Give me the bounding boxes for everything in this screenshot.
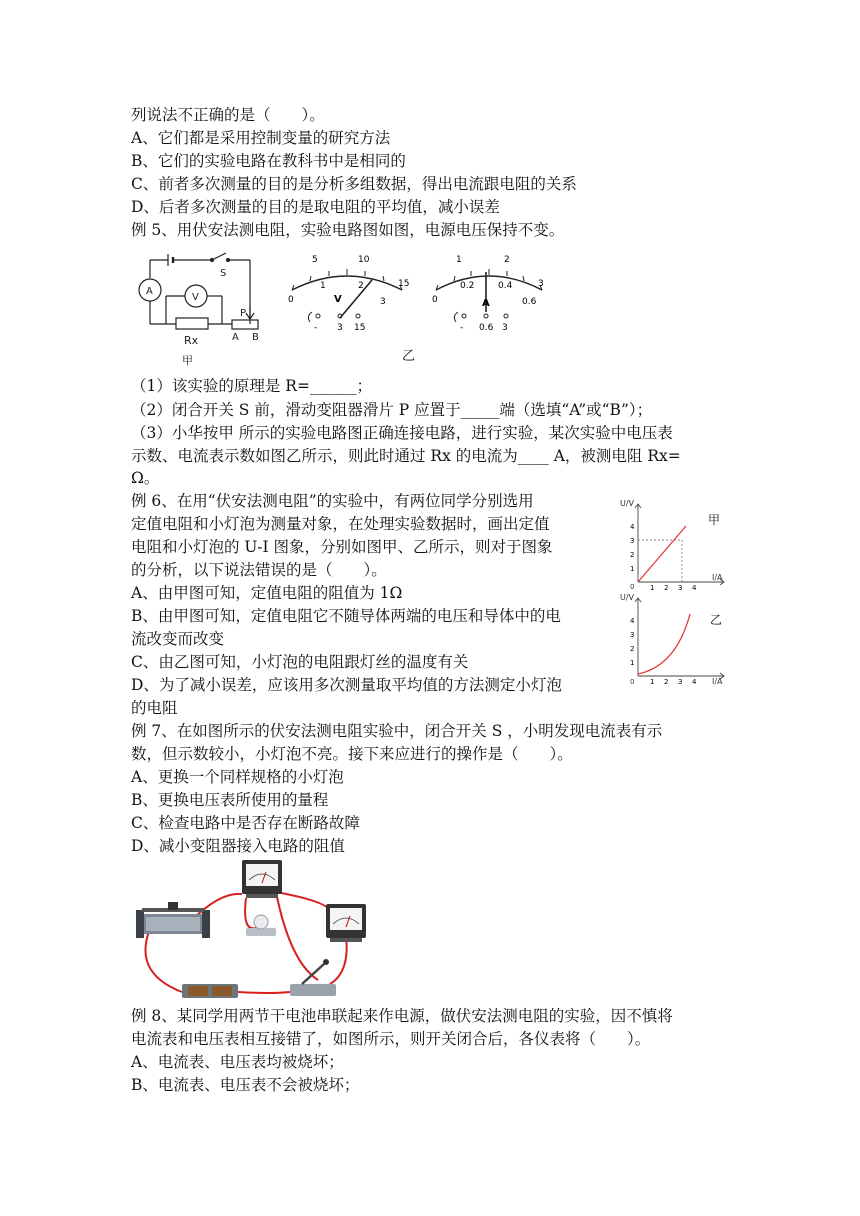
graph-jia-x3: 3	[678, 584, 683, 590]
q6-line-1: 例 6、在用“伏安法测电阻”的实验中，有两位同学分别选用	[131, 492, 534, 510]
q5-part-3-cont: 示数、电流表示数如图乙所示，则此时通过 Rx 的电流为____ A，被测电阻 Rx=	[131, 447, 681, 465]
q4-option-a: A、它们都是采用控制变量的研究方法	[131, 129, 391, 147]
graph-jia-y2: 2	[630, 551, 635, 559]
graph-jia-origin: 0	[630, 583, 635, 590]
a-upper-tick-2: 2	[504, 255, 510, 265]
end-a-label: A	[232, 332, 239, 343]
v-terminal-3: 3	[337, 323, 343, 333]
figure-caption-yi: 乙	[402, 349, 416, 364]
graph-yi-x4: 4	[692, 678, 697, 686]
graph-jia-y4: 4	[630, 523, 635, 531]
graph-jia	[616, 494, 734, 590]
q6-option-c: C、由乙图可知，小灯泡的电阻跟灯丝的温度有关	[131, 653, 469, 671]
ammeter-symbol-label: A	[146, 286, 153, 297]
graph-jia-ylabel: U/V	[620, 499, 635, 508]
v-lower-tick-1: 1	[320, 281, 326, 291]
voltmeter-needle	[340, 280, 372, 318]
q5-part-3: （3）小华按甲 所示的实验电路图正确连接电路，进行实验，某次实验中电压表	[131, 424, 673, 442]
graph-jia-xlabel: I/A	[712, 573, 723, 582]
graph-yi-y4: 4	[630, 617, 635, 625]
v-lower-tick-3: 3	[380, 297, 386, 307]
graph-yi-name: 乙	[710, 613, 723, 627]
q7-option-b: B、更换电压表所使用的量程	[131, 791, 329, 809]
v-upper-tick-10: 10	[358, 255, 370, 265]
q6-option-b: B、由甲图可知，定值电阻它不随导体两端的电压和导体中的电	[131, 607, 561, 625]
ammeter-unit: A	[482, 298, 490, 309]
end-b-label: B	[252, 332, 259, 343]
v-terminal-neg: -	[314, 323, 318, 333]
ammeter-icon	[326, 904, 366, 942]
a-terminal-neg: -	[460, 323, 464, 333]
v-terminal-15: 15	[354, 323, 366, 333]
a-terminal-0.6: 0.6	[479, 323, 494, 333]
voltmeter-unit: V	[334, 294, 342, 305]
v-upper-tick-15: 15	[398, 279, 410, 289]
graph-jia-y3: 3	[630, 537, 635, 545]
graph-jia-x2: 2	[664, 584, 669, 590]
q7-line-1: 例 7、在如图所示的伏安法测电阻实验中，闭合开关 S ，小明发现电流表有示	[131, 722, 663, 740]
q8-line-1: 例 8、某同学用两节干电池串联起来作电源，做伏安法测电阻的实验，因不慎将	[131, 1007, 673, 1025]
q5-part-2: （2）闭合开关 S 前，滑动变阻器滑片 P 应置于_____端（选填“A”或“B”）；	[131, 401, 653, 419]
q6-option-d-cont: 的电阻	[131, 699, 178, 717]
q4-option-d: D、后者多次测量的目的是取电阻的平均值，减小误差	[131, 198, 500, 216]
q5-stem: 例 5、用伏安法测电阻，实验电路图如图，电源电压保持不变。	[131, 221, 565, 239]
graph-jia-name: 甲	[708, 513, 721, 527]
q4-stem-end: 列说法不正确的是（ ）。	[131, 106, 325, 124]
graph-jia-line	[638, 526, 686, 582]
graph-yi-y1: 1	[630, 659, 635, 667]
v-upper-tick-5: 5	[312, 255, 318, 265]
q6-option-b-cont: 流改变而改变	[131, 630, 225, 648]
a-lower-tick-0.4: 0.4	[498, 281, 513, 291]
graph-yi-y2: 2	[630, 645, 635, 653]
bulb-icon	[246, 915, 276, 936]
battery-icon	[182, 984, 238, 998]
a-terminal-3: 3	[502, 323, 508, 333]
resistor-label: Rx	[184, 334, 199, 347]
graph-yi-x2: 2	[664, 678, 669, 686]
q7-option-a: A、更换一个同样规格的小灯泡	[131, 768, 344, 786]
a-lower-tick-0.6: 0.6	[522, 297, 537, 307]
q5-part-1: （1）该实验的原理是 R=______；	[131, 377, 372, 395]
q5-part-3-end: Ω。	[131, 469, 160, 487]
graph-yi-xlabel: I/A	[712, 677, 723, 686]
q8-option-b: B、电流表、电压表不会被烧坏；	[131, 1076, 360, 1094]
graph-jia-x4: 4	[692, 584, 697, 590]
q7-option-c: C、检查电路中是否存在断路故障	[131, 814, 360, 832]
q8-line-2: 电流表和电压表相互接错了，如图所示，则开关闭合后，各仪表将（ ）。	[131, 1030, 651, 1048]
q4-option-c: C、前者多次测量的目的是分析多组数据，得出电流跟电阻的关系	[131, 175, 577, 193]
q6-option-a: A、由甲图可知，定值电阻的阻值为 1Ω	[131, 584, 403, 602]
q8-option-a: A、电流表、电压表均被烧坏；	[131, 1053, 344, 1071]
q4-option-b: B、它们的实验电路在教科书中是相同的	[131, 152, 406, 170]
q7-option-d: D、减小变阻器接入电路的阻值	[131, 837, 345, 855]
voltmeter-dial	[280, 250, 414, 340]
switch-label: S	[220, 268, 227, 279]
voltmeter-icon	[242, 860, 282, 898]
apparatus-photo	[130, 852, 380, 1000]
a-lower-tick-0: 0	[432, 295, 438, 305]
q6-line-4: 的分析，以下说法错误的是（ ）。	[131, 561, 387, 579]
circuit-caption: 甲	[182, 354, 193, 367]
v-lower-tick-2: 2	[358, 281, 364, 291]
circuit-diagram	[128, 250, 278, 370]
graph-yi-x3: 3	[678, 678, 683, 686]
slider-label: P	[240, 308, 247, 319]
graph-yi-curve	[638, 614, 690, 674]
graph-jia-y1: 1	[630, 565, 635, 573]
q6-line-3: 电阻和小灯泡的 U-I 图象，分别如图甲、乙所示，则对于图象	[131, 538, 553, 556]
graph-yi	[616, 590, 734, 686]
v-lower-tick-0: 0	[288, 295, 294, 305]
a-lower-tick-0.2: 0.2	[460, 281, 475, 291]
voltmeter-symbol-label: V	[192, 292, 199, 303]
graph-yi-x1: 1	[650, 678, 655, 686]
q6-line-2: 定值电阻和小灯泡为测量对象，在处理实验数据时，画出定值	[131, 515, 550, 533]
a-upper-tick-1: 1	[456, 255, 462, 265]
q7-line-2: 数，但示数较小，小灯泡不亮。接下来应进行的操作是（ ）。	[131, 745, 573, 763]
graph-yi-y3: 3	[630, 631, 635, 639]
rheostat-icon	[136, 902, 210, 938]
graph-jia-x1: 1	[650, 584, 655, 590]
q6-option-d: D、为了减小误差，应该用多次测量取平均值的方法测定小灯泡	[131, 676, 562, 694]
graph-yi-origin: 0	[630, 678, 635, 686]
graph-yi-ylabel: U/V	[620, 593, 635, 602]
ammeter-dial	[426, 250, 560, 340]
a-upper-tick-3: 3	[538, 279, 544, 289]
